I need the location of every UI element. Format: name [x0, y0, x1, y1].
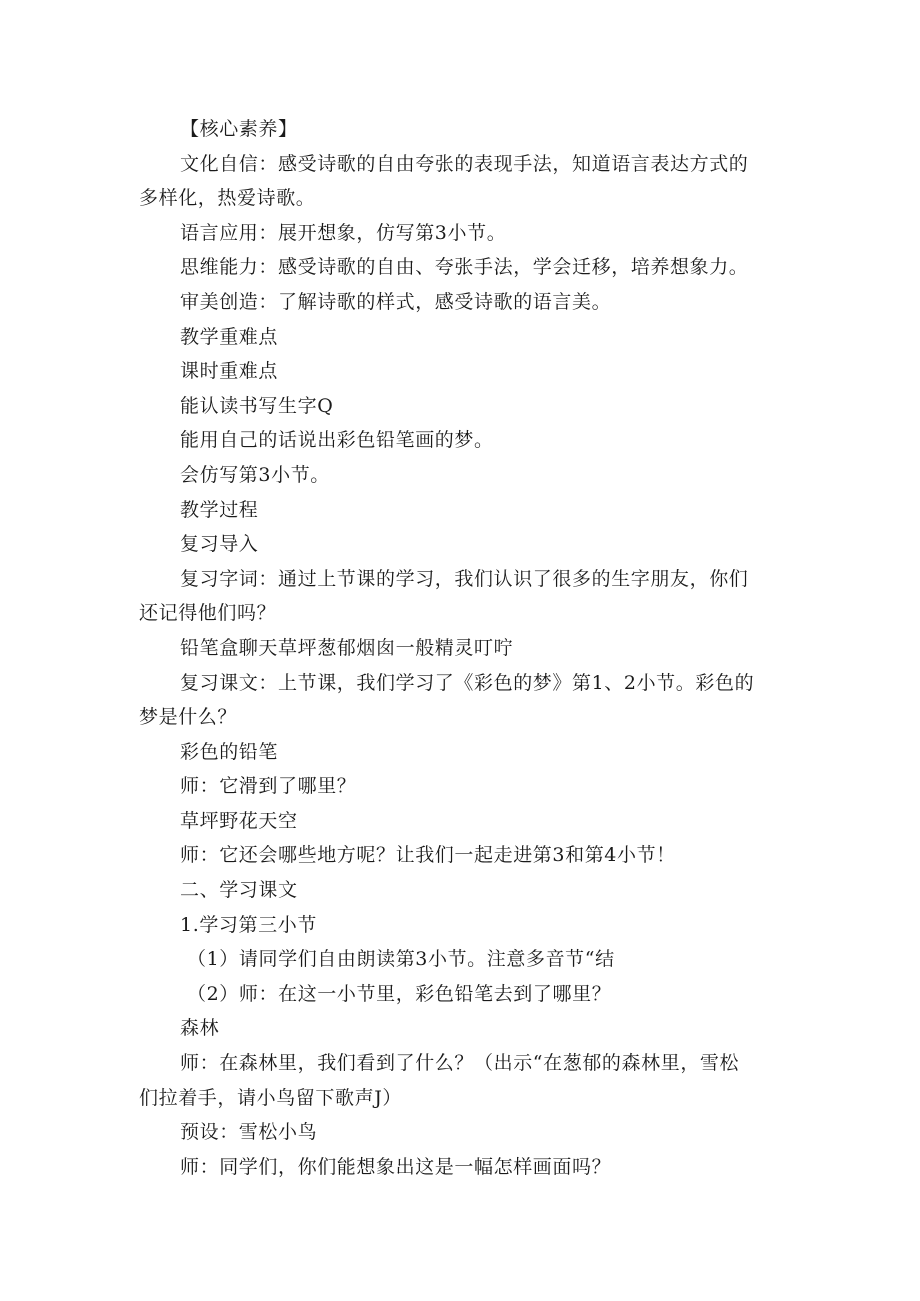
section-heading-core-literacy: 【核心素养】	[180, 118, 298, 140]
paragraph-forest: 师：在森林里，我们看到了什么？（出示“在葱郁的森林里，雪松	[180, 1052, 740, 1075]
paragraph-review-text: 复习课文：上节课，我们学习了《彩色的梦》第1、2小节。彩色的	[180, 671, 755, 694]
paragraph-cultural-confidence-cont: 多样化，热爱诗歌。	[139, 187, 316, 210]
paragraph-cultural-confidence: 文化自信：感受诗歌的自由夸张的表现手法，知道语言表达方式的	[180, 152, 749, 175]
heading-study-text: 二、学习课文	[180, 879, 298, 902]
text-line: 能用自己的话说出彩色铅笔画的梦。	[180, 429, 494, 452]
word-list: 铅笔盒聊天草坪葱郁烟囱一般精灵叮咛	[180, 636, 514, 659]
paragraph-thinking-ability: 思维能力：感受诗歌的自由、夸张手法，学会迁移，培养想象力。	[180, 256, 749, 279]
text-line: 彩色的铅笔	[180, 740, 279, 763]
text-line: 森林	[180, 1017, 220, 1040]
text-line: 师：它滑到了哪里？	[180, 775, 357, 798]
heading-teaching-process: 教学过程	[180, 498, 259, 521]
text-line: 师：同学们，你们能想象出这是一幅怎样画面吗？	[180, 1155, 612, 1178]
paragraph-forest-cont: 们拉着手，请小鸟留下歌声J）	[139, 1086, 403, 1109]
heading-study-section-three: 1.学习第三小节	[180, 913, 317, 936]
heading-teaching-key-points: 教学重难点	[180, 325, 279, 348]
text-line: 预设：雪松小鸟	[180, 1121, 318, 1144]
paragraph-review-words-cont: 还记得他们吗？	[139, 602, 277, 625]
text-line: 能认读书写生字Q	[180, 394, 334, 417]
paragraph-review-words: 复习字词：通过上节课的学习，我们认识了很多的生字朋友，你们	[180, 567, 749, 590]
list-item-1: （1）请同学们自由朗读第3小节。注意多音节“结	[187, 948, 615, 971]
paragraph-review-text-cont: 梦是什么？	[139, 706, 238, 729]
heading-lesson-key-points: 课时重难点	[180, 360, 279, 383]
text-line: 师：它还会哪些地方呢？让我们一起走进第3和第4小节！	[180, 844, 676, 867]
heading-review-intro: 复习导入	[180, 533, 259, 556]
text-line: 会仿写第3小节。	[180, 463, 330, 486]
document-body	[139, 112, 779, 1184]
paragraph-aesthetic-creation: 审美创造：了解诗歌的样式，感受诗歌的语言美。	[180, 290, 612, 313]
paragraph-language-application: 语言应用：展开想象，仿写第3小节。	[180, 221, 507, 244]
text-line: 草坪野花天空	[180, 809, 298, 832]
list-item-2: （2）师：在这一小节里，彩色铅笔去到了哪里？	[187, 982, 612, 1005]
